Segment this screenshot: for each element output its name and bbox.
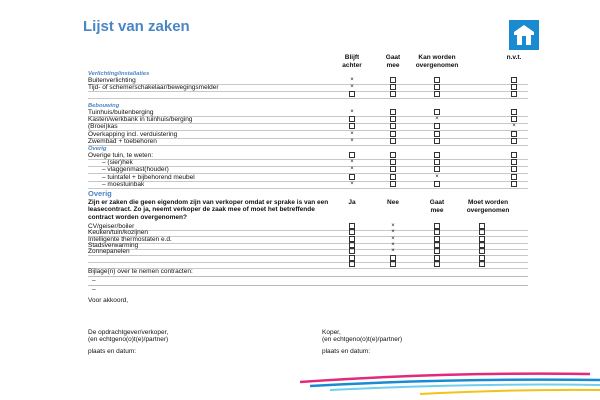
column-header-line2: mee [386,61,400,69]
section-title: Overig [88,146,107,152]
column-header-line2: mee [430,206,444,214]
checkbox-checked[interactable]: × [350,180,354,187]
lease-question: Zijn er zaken die geen eigendom zijn van verkoper omdat er sprake is van een leasecontract. Zo ja, neemt verkoper de zaak mee of moet het betreffende contract worden overgenomen? [88,199,329,221]
row-label: Zwembad + toebehoren [88,137,157,145]
buyer-partner-label: (en echtgeno(o)t(e)/partner) [322,336,403,343]
akkoord-text: Voor akkoord, [88,297,129,304]
row-label: – moestuinbak [102,180,145,188]
seller-place-date: plaats en datum: [88,348,137,355]
bijlage-item-1: – [92,277,96,284]
buyer-label: Koper, [322,329,341,336]
row-label: Intelligente thermostaten e.d. [88,235,172,243]
column-header-line1: Kan worden [418,54,456,61]
row-label: Overkapping incl. verduistering [88,130,178,138]
seller-label: De opdrachtgever/verkoper, [88,329,169,336]
checkbox-checked[interactable]: × [350,109,354,115]
checkbox-checked[interactable]: × [350,159,354,166]
checkbox-checked[interactable]: × [435,116,439,123]
column-header-line1: Blijft [344,54,360,61]
logo-text: NVM [518,46,532,52]
row-label: Zonnepanelen [88,248,130,256]
buyer-place-date: plaats en datum: [322,348,371,355]
page-title: Lijst van zaken [83,18,190,35]
row-label: (Broei)kas [88,123,118,131]
checkbox-checked[interactable]: × [512,123,516,130]
column-header-line1: Moet worden [467,199,509,206]
row-label: Overige tuin, te weten: [88,152,154,159]
column-header-line2: overgenomen [415,61,459,69]
checkbox-checked[interactable]: × [391,248,395,255]
checkbox-checked[interactable]: × [391,241,395,248]
checkbox-checked[interactable]: × [391,235,395,242]
checkbox-checked[interactable]: × [350,84,354,91]
row-label: CV/geiser/boiler [88,223,135,230]
section-title: Verlichting/installaties [88,71,150,77]
checkbox-checked[interactable]: × [435,173,439,180]
bijlage-item-2: – [92,286,96,293]
column-header-line2: overgenomen [466,206,510,214]
seller-partner-label: (en echtgeno(o)t(e)/partner) [88,336,169,343]
section-title: Bebouwing [88,103,120,109]
row-label: Stadsverwarming [88,241,139,249]
bijlage-label: Bijlage(n) over te nemen contracten: [88,268,193,275]
checkbox-checked[interactable]: × [391,229,395,236]
row-label: Buitenverlichting [88,77,136,84]
row-label: Tuinhuis/buitenberging [88,109,154,116]
column-header-line2: achter [342,61,362,69]
column-header-line1: Nee [387,199,399,206]
row-label: Keuken/tuin/kozijnen [88,229,148,237]
checkbox-checked[interactable]: × [350,137,354,144]
row-label: – (sier)hek [102,159,133,167]
column-header-line1: n.v.t. [506,54,522,61]
checkbox-checked[interactable]: × [391,223,395,229]
row-label: Tijd- of schemerschakelaar/bewegingsmelder [88,84,219,92]
checkbox-checked[interactable]: × [350,77,354,83]
section-title-overig-lease: Overig [88,189,112,198]
row-label: – vlaggenmast(houder) [102,166,169,174]
checkbox-checked[interactable]: × [350,130,354,137]
column-header-line1: Ja [348,199,356,206]
column-header-line1: Gaat [385,54,401,61]
column-header-line1: Gaat [429,199,445,206]
row-label: Kasten/werkbank in tuinhuis/berging [88,116,193,124]
checkbox-checked[interactable]: × [350,166,354,173]
row-label: – tuintafel + bijbehorend meubel [102,173,195,181]
